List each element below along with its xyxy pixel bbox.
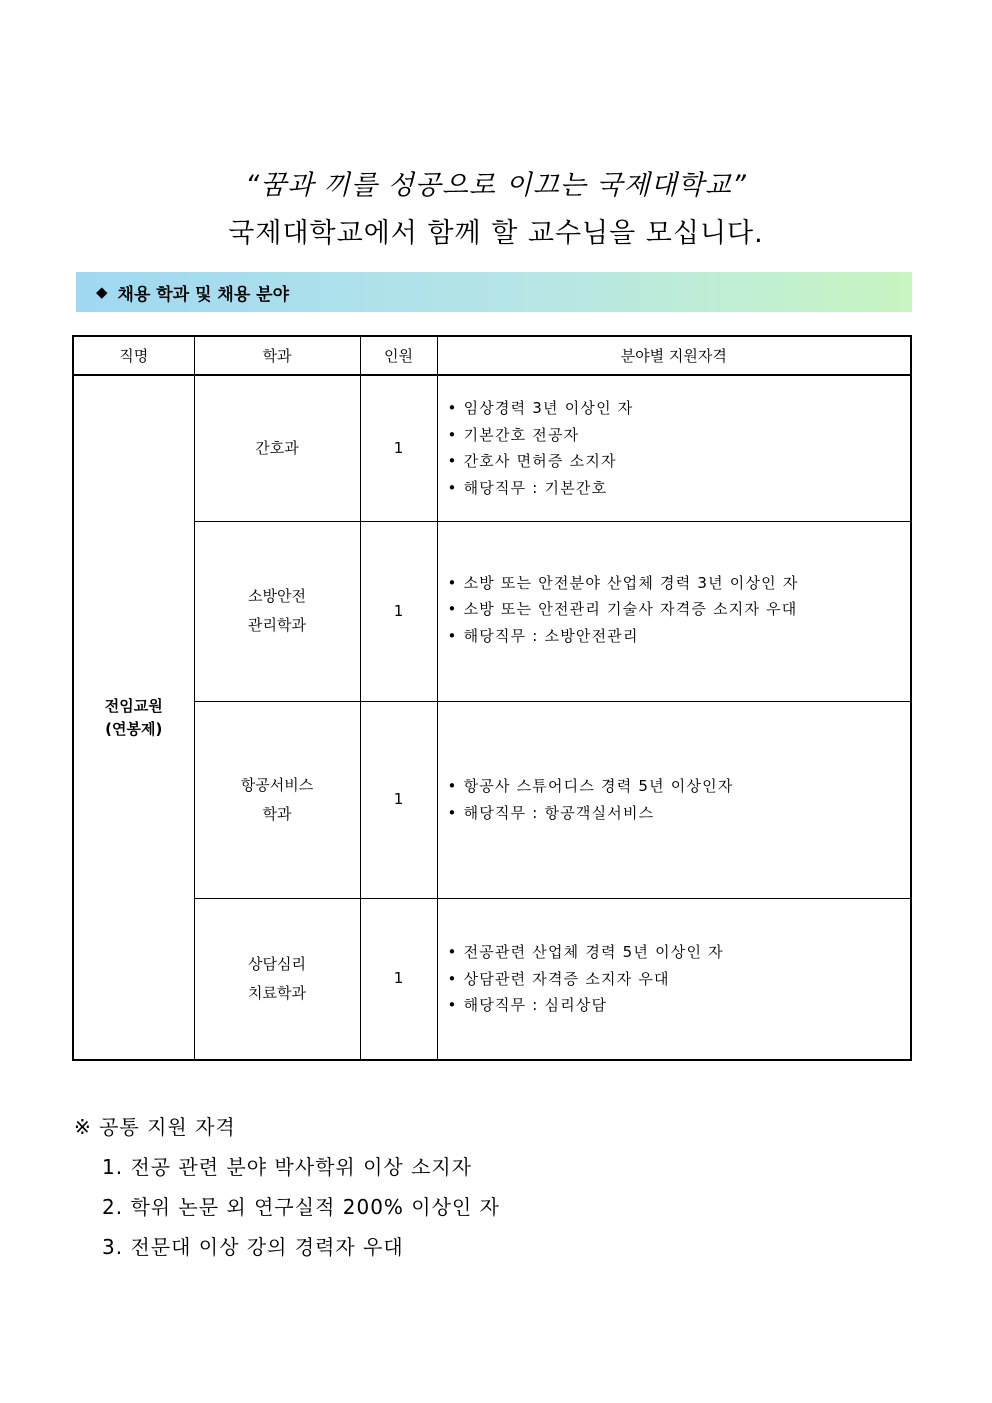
section-banner (76, 272, 912, 312)
recruitment-table (72, 335, 912, 1061)
list-item: 2. 학위 논문 외 연구실적 200% 이상인 자 (102, 1195, 500, 1219)
table-row (73, 701, 911, 898)
bullet-dot-icon: • (447, 943, 458, 961)
qualifications-cell (437, 898, 911, 1060)
list-item (448, 596, 910, 623)
qualification-text: 상담관련 자격증 소지자 우대 (463, 969, 670, 988)
header-qualifications: 분야별 지원자격 (437, 336, 911, 375)
qualification-text: 해당직무 : 항공객실서비스 (463, 803, 655, 822)
qualification-text: 해당직무 : 기본간호 (463, 478, 608, 497)
qualification-text: 간호사 면허증 소지자 (463, 452, 617, 471)
department-label: 항공서비스 학과 (240, 775, 314, 823)
department-label: 상담심리 치료학과 (248, 954, 306, 1002)
bullet-dot-icon: • (447, 626, 458, 645)
count-cell: 1 (360, 375, 437, 521)
qualification-text: 해당직무 : 소방안전관리 (463, 626, 639, 645)
header-count: 인원 (360, 336, 437, 375)
department-cell (194, 898, 360, 1060)
department-label: 소방안전 관리학과 (248, 587, 306, 634)
list-item (448, 992, 910, 1019)
count-cell: 1 (360, 898, 437, 1060)
list-item (448, 422, 910, 449)
list-item (448, 570, 910, 597)
count-cell: 1 (360, 521, 437, 701)
count-cell: 1 (360, 701, 437, 898)
recruit-title: 국제대학교에서 함께 할 교수님을 모십니다. (228, 218, 764, 249)
common-requirements-heading: ※ 공통 지원 자격 (74, 1115, 236, 1139)
bullet-dot-icon: • (447, 573, 458, 592)
list-item (448, 395, 910, 422)
slogan-title: “꿈과 끼를 성공으로 이끄는 국제대학교” (245, 170, 747, 201)
list-item: 1. 전공 관련 분야 박사학위 이상 소지자 (102, 1155, 473, 1179)
qualification-list (448, 570, 910, 650)
table-row (73, 521, 911, 701)
bullet-dot-icon: • (447, 478, 458, 497)
list-item: 3. 전문대 이상 강의 경력자 우대 (102, 1235, 404, 1259)
section-title: 채용 학과 및 채용 분야 (117, 284, 290, 305)
position-cell (73, 375, 194, 1060)
table-row (73, 375, 911, 521)
list-item (448, 773, 910, 800)
qualification-list (448, 939, 910, 1019)
qualification-text: 소방 또는 안전관리 기술사 자격증 소지자 우대 (463, 600, 798, 618)
bullet-dot-icon: • (447, 399, 458, 418)
bullet-dot-icon: • (447, 803, 458, 822)
department-cell (194, 375, 360, 521)
department-label: 간호과 (255, 438, 299, 457)
header-department: 학과 (194, 336, 360, 375)
qualifications-cell (437, 521, 911, 701)
qualification-list (448, 773, 910, 826)
position-label: 전임교원 (연봉제) (104, 696, 163, 738)
diamond-bullet-icon: ◆ (96, 283, 108, 301)
header-position: 직명 (73, 336, 194, 375)
qualifications-cell (437, 701, 911, 898)
list-item (448, 475, 910, 502)
department-cell (194, 521, 360, 701)
qualification-list (448, 395, 910, 501)
list-item (448, 966, 910, 993)
department-cell (194, 701, 360, 898)
qualification-text: 소방 또는 안전분야 산업체 경력 3년 이상인 자 (463, 573, 799, 592)
common-requirements (74, 1112, 500, 1272)
bullet-dot-icon: • (447, 777, 458, 795)
list-item (448, 800, 910, 827)
bullet-dot-icon: • (447, 425, 458, 444)
common-requirements-list (102, 1152, 500, 1272)
qualification-text: 항공사 스튜어디스 경력 5년 이상인자 (463, 777, 734, 795)
qualification-text: 기본간호 전공자 (463, 425, 580, 444)
qualification-text: 전공관련 산업체 경력 5년 이상인 자 (463, 943, 724, 961)
bullet-dot-icon: • (447, 600, 458, 618)
bullet-dot-icon: • (447, 996, 458, 1014)
list-item (448, 448, 910, 475)
table-header-row (73, 336, 911, 375)
bullet-dot-icon: • (447, 452, 458, 471)
list-item (448, 623, 910, 650)
qualification-text: 임상경력 3년 이상인 자 (463, 399, 634, 418)
qualifications-cell (437, 375, 911, 521)
table-row (73, 898, 911, 1060)
bullet-dot-icon: • (447, 969, 458, 988)
qualification-text: 해당직무 : 심리상담 (463, 996, 608, 1014)
list-item (448, 939, 910, 966)
